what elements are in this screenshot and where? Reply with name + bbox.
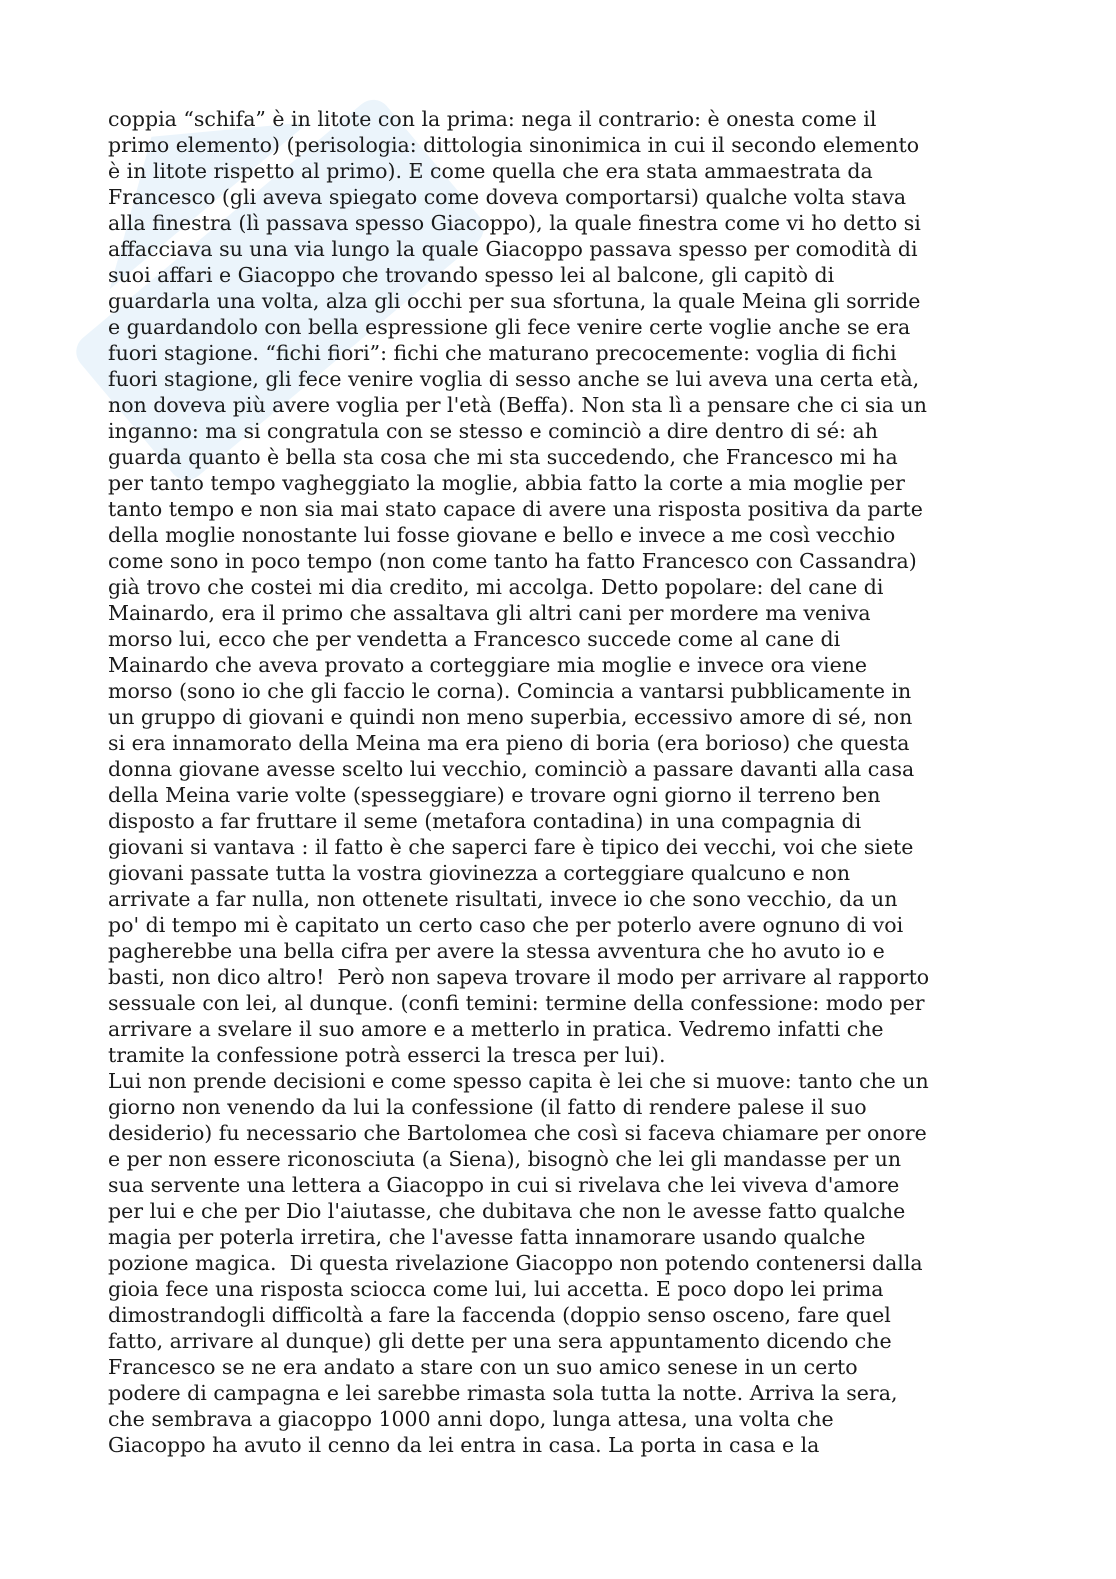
text-line: Lui non prende decisioni e come spesso capita è lei che si muove: tanto che un <box>108 1069 929 1093</box>
text-line: sua servente una lettera a Giacoppo in cui si rivelava che lei viveva d'amore <box>108 1173 900 1197</box>
text-line: po' di tempo mi è capitato un certo caso che per poterlo avere ognuno di voi <box>108 913 904 937</box>
text-line: arrivate a far nulla, non ottenete risultati, invece io che sono vecchio, da un <box>108 887 898 911</box>
text-line: Mainardo che aveva provato a corteggiare mia moglie e invece ora viene <box>108 653 868 677</box>
text-line: non doveva più avere voglia per l'età (Beffa). Non sta lì a pensare che ci sia un <box>108 393 927 417</box>
text-line: Francesco (gli aveva spiegato come doveva comportarsi) qualche volta stava <box>108 185 907 209</box>
text-line: che sembrava a giacoppo 1000 anni dopo, lunga attesa, una volta che <box>108 1407 834 1431</box>
text-line: pozione magica. Di questa rivelazione Giacoppo non potendo contenersi dalla <box>108 1251 923 1275</box>
text-line: tramite la confessione potrà esserci la tresca per lui). <box>108 1043 666 1067</box>
text-line: come sono in poco tempo (non come tanto ha fatto Francesco con Cassandra) <box>108 549 917 573</box>
text-line: inganno: ma si congratula con se stesso e cominciò a dire dentro di sé: ah <box>108 419 878 443</box>
text-line: suoi affari e Giacoppo che trovando spesso lei al balcone, gli capitò di <box>108 263 835 287</box>
text-line: guardarla una volta, alza gli occhi per sua sfortuna, la quale Meina gli sorride <box>108 289 921 313</box>
text-line: affacciava su una via lungo la quale Giacoppo passava spesso per comodità di <box>108 237 918 261</box>
text-line: e per non essere riconosciuta (a Siena), bisognò che lei gli mandasse per un <box>108 1147 902 1171</box>
text-line: morso lui, ecco che per vendetta a Francesco succede come al cane di <box>108 627 841 651</box>
text-line: per tanto tempo vagheggiato la moglie, abbia fatto la corte a mia moglie per <box>108 471 905 495</box>
text-line: un gruppo di giovani e quindi non meno superbia, eccessivo amore di sé, non <box>108 705 913 729</box>
text-line: morso (sono io che gli faccio le corna). Comincia a vantarsi pubblicamente in <box>108 679 912 703</box>
text-line: fuori stagione. “fichi fiori”: fichi che maturano precocemente: voglia di fichi <box>108 341 897 365</box>
text-line: fatto, arrivare al dunque) gli dette per una sera appuntamento dicendo che <box>108 1329 892 1353</box>
text-line: giorno non venendo da lui la confessione (il fatto di rendere palese il suo <box>108 1095 867 1119</box>
text-line: e guardandolo con bella espressione gli fece venire certe voglie anche se era <box>108 315 911 339</box>
text-line: gioia fece una risposta sciocca come lui, lui accetta. E poco dopo lei prima <box>108 1277 884 1301</box>
text-line: arrivare a svelare il suo amore e a metterlo in pratica. Vedremo infatti che <box>108 1017 884 1041</box>
text-line: della Meina varie volte (spesseggiare) e trovare ogni giorno il terreno ben <box>108 783 881 807</box>
text-line: della moglie nonostante lui fosse giovane e bello e invece a me così vecchio <box>108 523 896 547</box>
text-line: si era innamorato della Meina ma era pieno di boria (era borioso) che questa <box>108 731 910 755</box>
text-line: giovani si vantava : il fatto è che saperci fare è tipico dei vecchi, voi che siete <box>108 835 914 859</box>
text-line: coppia “schifa” è in litote con la prima: nega il contrario: è onesta come il <box>108 107 877 131</box>
text-line: tanto tempo e non sia mai stato capace di avere una risposta positiva da parte <box>108 497 923 521</box>
document-text <box>108 106 1008 1458</box>
text-line: è in litote rispetto al primo). E come quella che era stata ammaestrata da <box>108 159 873 183</box>
text-line: già trovo che costei mi dia credito, mi accolga. Detto popolare: del cane di <box>108 575 884 599</box>
text-line: desiderio) fu necessario che Bartolomea che così si faceva chiamare per onore <box>108 1121 927 1145</box>
text-line: magia per poterla irretira, che l'avesse fatta innamorare usando qualche <box>108 1225 866 1249</box>
text-line: pagherebbe una bella cifra per avere la stessa avventura che ho avuto io e <box>108 939 885 963</box>
text-line: basti, non dico altro! Però non sapeva trovare il modo per arrivare al rapporto <box>108 965 930 989</box>
text-line: primo elemento) (perisologia: dittologia sinonimica in cui il secondo elemento <box>108 133 920 157</box>
text-line: podere di campagna e lei sarebbe rimasta sola tutta la notte. Arriva la sera, <box>108 1381 898 1405</box>
text-line: guarda quanto è bella sta cosa che mi sta succedendo, che Francesco mi ha <box>108 445 898 469</box>
text-line: disposto a far fruttare il seme (metafora contadina) in una compagnia di <box>108 809 862 833</box>
text-line: dimostrandogli difficoltà a fare la faccenda (doppio senso osceno, fare quel <box>108 1303 891 1327</box>
text-line: Francesco se ne era andato a stare con un suo amico senese in un certo <box>108 1355 858 1379</box>
text-line: donna giovane avesse scelto lui vecchio, cominciò a passare davanti alla casa <box>108 757 915 781</box>
text-line: per lui e che per Dio l'aiutasse, che dubitava che non le avesse fatto qualche <box>108 1199 906 1223</box>
text-line: fuori stagione, gli fece venire voglia di sesso anche se lui aveva una certa età, <box>108 367 920 391</box>
text-line: Giacoppo ha avuto il cenno da lei entra in casa. La porta in casa e la <box>108 1433 820 1457</box>
text-line: giovani passate tutta la vostra giovinezza a corteggiare qualcuno e non <box>108 861 851 885</box>
text-line: alla finestra (lì passava spesso Giacoppo), la quale finestra come vi ho detto si <box>108 211 921 235</box>
text-line: Mainardo, era il primo che assaltava gli altri cani per mordere ma veniva <box>108 601 871 625</box>
text-line: sessuale con lei, al dunque. (confi temini: termine della confessione: modo per <box>108 991 925 1015</box>
